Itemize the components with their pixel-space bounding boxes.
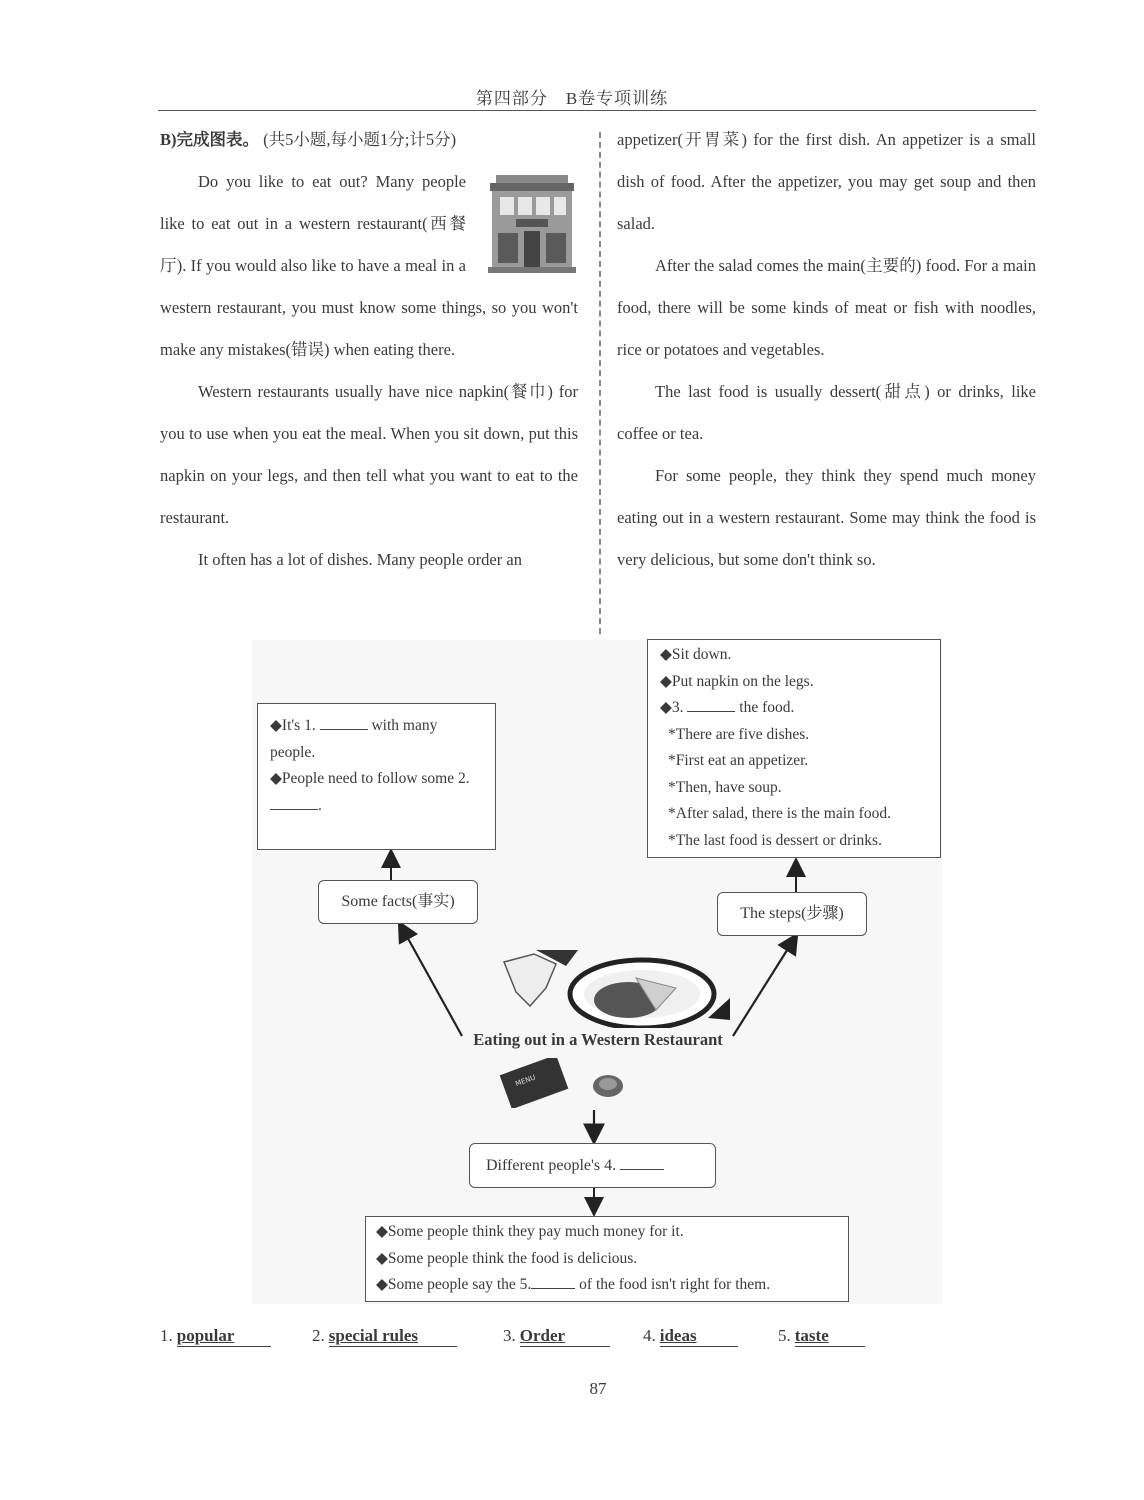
steps-item-2: ◆Put napkin on the legs. bbox=[660, 672, 814, 690]
steps-subitem: *First eat an appetizer. bbox=[668, 752, 809, 769]
answer-text-1: popular bbox=[176, 1326, 235, 1345]
facts-label-box: Some facts(事实) bbox=[318, 880, 478, 924]
steps-item-3: ◆3. the food. bbox=[660, 695, 932, 722]
steps-item-1: ◆Sit down. bbox=[660, 646, 732, 663]
blank-5[interactable] bbox=[531, 1273, 575, 1289]
ideas-label-box: Different people's 4. bbox=[469, 1143, 716, 1188]
ideas-item-3: ◆Some people say the 5. of the food isn't right for them. bbox=[376, 1272, 840, 1299]
answer-3: 3. Order bbox=[503, 1326, 610, 1347]
steps-subitem: *Then, have soup. bbox=[668, 778, 782, 796]
blank-1[interactable] bbox=[320, 714, 368, 730]
right-paragraph-2: After the salad comes the main(主要的) food. For a main food, there will be some kinds of meat or fish with noodles, rice or potatoes and vegetables. bbox=[617, 256, 1036, 359]
steps-label-box: The steps(步骤) bbox=[717, 892, 867, 936]
ideas-box bbox=[365, 1216, 849, 1302]
page-number: 87 bbox=[589, 1379, 607, 1398]
steps-subitem: *There are five dishes. bbox=[668, 725, 810, 743]
right-paragraph-1: appetizer(开胃菜) for the first dish. An appetizer is a small dish of food. After the appetizer, you may get soup and then salad. bbox=[617, 130, 1036, 233]
arrow-to-facts bbox=[400, 924, 462, 1036]
menu-card-label: MENU bbox=[514, 1073, 537, 1089]
answer-text-4: ideas bbox=[659, 1326, 697, 1345]
ideas-item-2: ◆Some people think the food is delicious. bbox=[376, 1249, 638, 1267]
answer-1: 1. popular bbox=[160, 1326, 271, 1347]
ideas-item-1: ◆Some people think they pay much money for it. bbox=[376, 1223, 684, 1240]
right-paragraph-3: The last food is usually dessert(甜点) or drinks, like coffee or tea. bbox=[617, 382, 1036, 443]
steps-subitem: *After salad, there is the main food. bbox=[668, 805, 891, 822]
answer-text-3: Order bbox=[519, 1326, 566, 1345]
steps-box bbox=[647, 639, 941, 858]
left-paragraph-1: Do you like to eat out? Many people like to eat out in a western restaurant(西餐厅). If you would also like to have a meal in a western restaurant, you must know some things, so you won't make any mistakes(错误) when eating there. bbox=[160, 172, 578, 359]
center-label: Eating out in a Western Restaurant bbox=[473, 1030, 723, 1049]
blank-2[interactable] bbox=[270, 794, 318, 810]
answer-5: 5. taste bbox=[778, 1326, 865, 1347]
meal-illustration bbox=[496, 948, 732, 1028]
answer-4: 4. ideas bbox=[643, 1326, 738, 1347]
section-title: B)完成图表。 bbox=[160, 130, 259, 149]
menu-illustration bbox=[494, 1058, 630, 1108]
page-header: 第四部分 B卷专项训练 bbox=[475, 89, 669, 108]
left-paragraph-2: Western restaurants usually have nice napkin(餐巾) for you to use when you eat the meal. When you sit down, put this napkin on your legs, and then tell what you want to eat to the restaurant. bbox=[160, 382, 578, 527]
facts-item-1: ◆It's 1. with many people. bbox=[270, 713, 481, 766]
facts-box bbox=[257, 703, 496, 850]
answer-text-2: special rules bbox=[328, 1326, 418, 1345]
blank-3[interactable] bbox=[687, 696, 735, 712]
section-note: (共5小题,每小题1分;计5分) bbox=[263, 130, 457, 149]
right-paragraph-4: For some people, they think they spend much money eating out in a western restaurant. Some may think the food is very delicious, but some don't think so. bbox=[617, 466, 1036, 569]
answer-text-5: taste bbox=[794, 1326, 829, 1345]
answer-2: 2. special rules bbox=[312, 1326, 457, 1347]
arrow-to-steps bbox=[733, 936, 796, 1036]
steps-subitem: *The last food is dessert or drinks. bbox=[668, 831, 882, 849]
left-paragraph-3: It often has a lot of dishes. Many people order an bbox=[198, 550, 522, 569]
blank-4[interactable] bbox=[620, 1154, 664, 1170]
facts-item-2: ◆People need to follow some 2. . bbox=[270, 770, 470, 814]
